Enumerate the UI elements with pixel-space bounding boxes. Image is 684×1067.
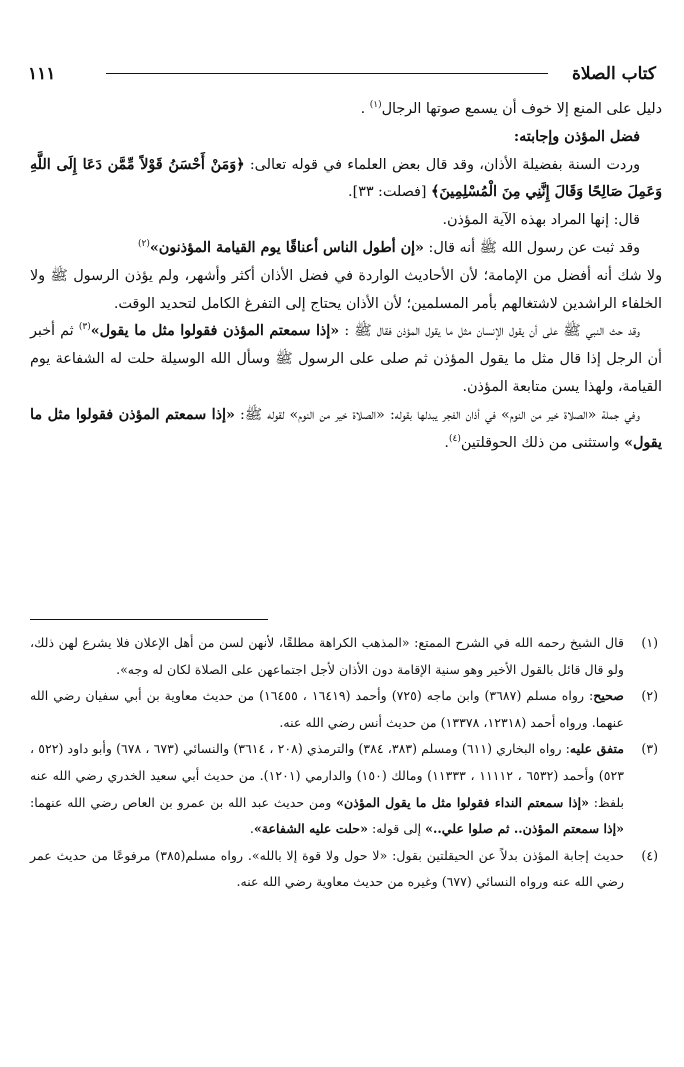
hadith-quote: «إذا سمعتم المؤذن فقولوا مثل ما يقول» [90,323,340,340]
grading-label: صحيح [593,688,625,704]
hadith-quote: «إذا سمعتم المؤذن.. ثم صلوا علي..» [425,821,624,837]
paragraph: وردت السنة بفضيلة الأذان، وقد قال بعض العلماء في قوله تعالى: ﴿وَمَنْ أَحْسَنُ قَوْلاً مِّمَّن دَعَا إِلَى اللَّهِ وَعَمِلَ صَالِحًا وَقَالَ إِنَّنِي مِنَ الْمُسْلِمِينَ﴾ [فصلت: ٣٣]. [30,156,662,201]
grading-label: متفق عليه [569,741,625,757]
footnote [30,683,662,736]
footnote-number: (١) [641,635,658,650]
footnote-text: متفق عليه: رواه البخاري (٦١١) ومسلم (٣٨٣، ٣٨٤) والترمذي (٢٠٨ ، ٣٦١٤) والنسائي (٦٧٣ ، ٦٧٨) وأبو داود (٥٢٢ ، ٥٢٣) وأحمد (٦٥٣٢ ، ١١١١٢ ، ١١٣٣٣) ومالك (١٥٠) والدارمي (١٢٠١). من حديث أبي سعيد الخدري رضي الله عنه بلفظ: «إذا سمعتم النداء فقولوا مثل ما يقول المؤذن» ومن حديث عبد الله بن عمرو بن العاص رضي الله عنهما: «إذا سمعتم المؤذن.. ثم صلوا علي..» إلى قوله: «حلت عليه الشفاعة». [30,741,625,837]
footnote-separator [30,619,268,620]
footnote-number: (٢) [641,688,658,704]
page-number: ١١١ [28,64,56,84]
footnote [30,630,662,683]
hadith-quote: «إن أطول الناس أعناقًا يوم القيامة المؤذنون» [149,239,424,256]
quran-verse: ﴿وَمَنْ أَحْسَنُ قَوْلاً مِّمَّن دَعَا إِلَى اللَّهِ وَعَمِلَ صَالِحًا وَقَالَ إِنَّنِي مِنَ الْمُسْلِمِينَ﴾ [30,156,662,201]
footnote-text: حديث إجابة المؤذن بدلاً عن الحيقلتين بقول: «لا حول ولا قوة إلا بالله». رواه مسلم(٣٨٥) مرفوعًا من حديث عمر رضي الله عنه ورواه النسائي (٦٧٧) وغيره من حديث معاوية رضي الله عنه. [30,847,624,890]
footnotes [30,630,662,896]
footnote-number: (٣) [641,741,658,757]
footnote-text: قال الشيخ رحمه الله في الشرح الممتع: «المذهب الكراهة مطلقًا، لأنهن لسن من أهل الإعلان فلا يشرع لهن ذلك، ولو قال قائل بالقول الأخير وهو سنية الإقامة دون الأذان لأجل اجتماعهن على الصلاة لكان له وجه». [30,635,624,677]
running-header [28,62,656,92]
header-rule [106,73,548,74]
hadith-quote: «إذا سمعتم المؤذن فقولوا مثل ما يقول» [30,406,662,451]
footnote-ref: (١) [369,100,382,111]
footnote-ref: (٣) [78,322,91,333]
hadith-quote: «حلت عليه الشفاعة» [253,821,368,837]
footnote-text: صحيح: رواه مسلم (٣٦٨٧) وابن ماجه (٧٢٥) وأحمد (١٦٤١٩ ، ١٦٤٥٥) من حديث معاوية بن أبي سفيان رضي الله عنهما. ورواه أحمد (١٢٣١٨، ١٣٣٧٨) من حديث أنس رضي الله عنه. [30,688,625,730]
paragraph: قال: إنها المراد بهذه الآية المؤذن. [442,212,640,229]
paragraph: وقد حث النبي ﷺ على أن يقول الإنسان مثل ما يقول المؤذن فقال ﷺ : «إذا سمعتم المؤذن فقولوا مثل ما يقول»$^{(٣)}$ ثم أخبر أن الرجل إذا قال مثل ما يقول المؤذن ثم صلى على الرسول ﷺ وسأل الله الوسيلة حلت له الشفاعة يوم القيامة، ولهذا يسن متابعة المؤذن. [30,322,662,395]
paragraph: وفي جملة «الصلاة خير من النوم» في أذان الفجر يبدلها بقوله: «الصلاة خير من النوم» لقوله ﷺ: «إذا سمعتم المؤذن فقولوا مثل ما يقول» واستثنى من ذلك الحوقلتين$^{(٤)}$. [30,406,662,451]
main-text [30,96,662,457]
section-heading: فضل المؤذن وإجابته: [513,128,640,145]
book-title: كتاب الصلاة [571,64,656,84]
hadith-quote: «إذا سمعتم النداء فقولوا مثل ما يقول المؤذن» [336,794,589,810]
paragraph: ولا شك أنه أفضل من الإمامة؛ لأن الأحاديث الواردة في فضل الأذان أكثر وأشهر، ولم يؤذن الرسول ﷺ ولا الخلفاء الراشدين لاشتغالهم بأمر المسلمين؛ لأن الأذان يحتاج إلى التفرغ الكامل لتحديد الوقت. [30,267,662,312]
footnote-ref: (٤) [448,433,461,444]
footnote-ref: (٢) [137,239,150,250]
footnote [30,843,662,896]
footnote [30,736,662,842]
verse-reference: [فصلت: ٣٣]. [348,184,432,201]
footnote-number: (٤) [641,847,658,863]
paragraph: دليل على المنع إلا خوف أن يسمع صوتها الرجال$^{(١)}$ . [360,100,662,117]
paragraph: وقد ثبت عن رسول الله ﷺ أنه قال: «إن أطول الناس أعناقًا يوم القيامة المؤذنون»$^{(٢)}$ [137,239,640,256]
